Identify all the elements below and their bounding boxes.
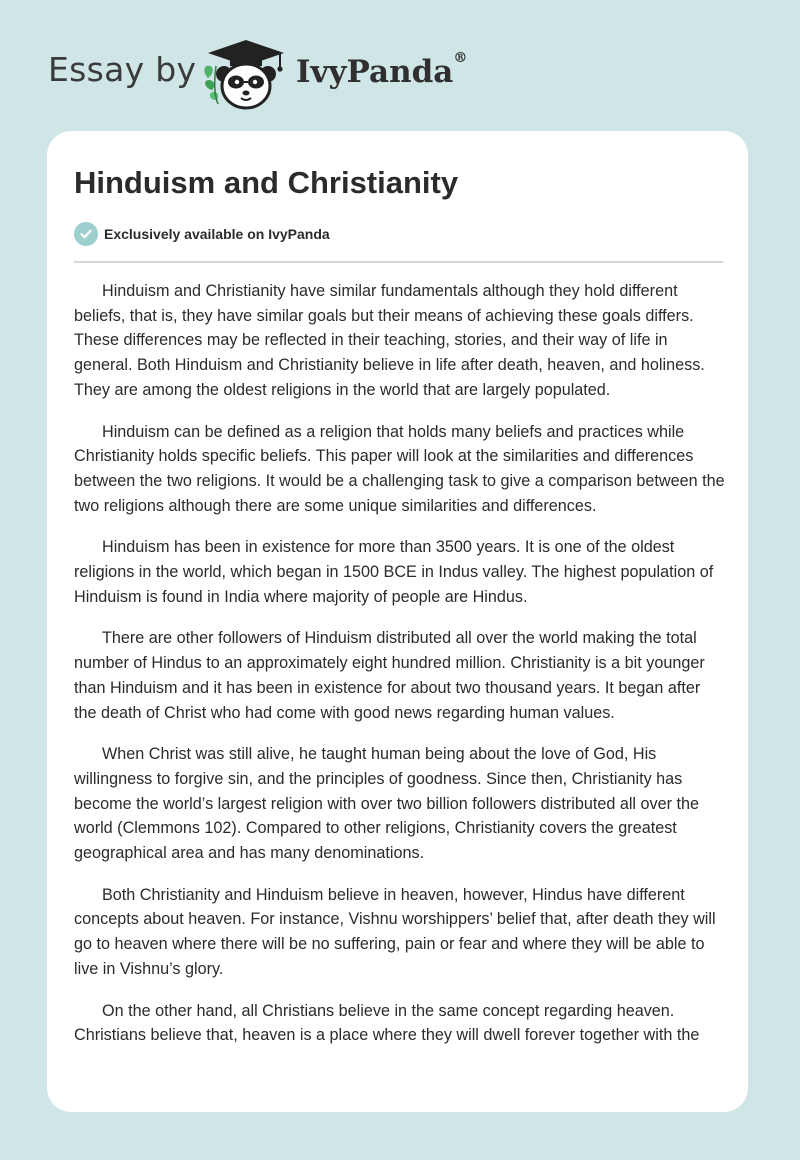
paragraph: Both Christianity and Hinduism believe in heaven, however, Hindus have different concepts about heaven. For instance, Vishnu worshippers’ belief that, after death they will go to heaven where there will be no suffering, pain or fear and where they will be able to live in Vishnu’s glory. [74, 885, 716, 978]
paragraph: When Christ was still alive, he taught human being about the love of God, His willingness to forgive sin, and the principles of goodness. Since then, Christianity has become the world’s largest religion with over two billion followers distributed all over the world (Clemmons 102). Compared to other religions, Christianity covers the greatest geographical area and has many denominations. [74, 745, 700, 863]
essay-body [74, 279, 726, 1065]
badge-label: Exclusively available on IvyPanda [104, 226, 330, 242]
paragraph: There are other followers of Hinduism distributed all over the world making the total number of Hindus to an approximately eight hundred million. Christianity is a bit younger than Hinduism and it has been in existence for about two thousand years. It began after the death of Christ who had come with good news regarding human values. [74, 629, 705, 722]
paragraph: Hinduism can be defined as a religion that holds many beliefs and practices while Christianity holds specific beliefs. This paper will look at the similarities and differences between the two religions. It would be a challenging task to give a comparison between the two religions although there are some unique similarities and differences. [74, 422, 725, 515]
paragraph: Hinduism has been in existence for more than 3500 years. It is one of the oldest religions in the world, which began in 1500 BCE in Indus valley. The highest population of Hinduism is found in India where majority of people are Hindus. [74, 538, 714, 606]
panda-graduate-icon [200, 36, 292, 112]
essay-by-label: Essay by [48, 50, 197, 89]
page-title: Hinduism and Christianity [74, 165, 459, 200]
brand-name-text: IvyPanda [296, 54, 454, 90]
essay-card [47, 131, 748, 1112]
divider [74, 261, 723, 263]
paragraph: On the other hand, all Christians believe in the same concept regarding heaven. Christians believe that, heaven is a place where they will dwell forever together with the [74, 1001, 700, 1045]
exclusive-badge [74, 222, 330, 246]
site-header [0, 0, 800, 130]
checkmark-icon [74, 222, 98, 246]
ivypanda-logo[interactable] [200, 36, 292, 112]
brand-name [296, 50, 468, 90]
registered-mark: ® [453, 50, 468, 66]
paragraph: Hinduism and Christianity have similar fundamentals although they hold different beliefs, that is, they have similar goals but their means of achieving these goals differs. These differences may be reflected in their teaching, stories, and their way of life in general. Both Hinduism and Christianity believe in life after death, heaven, and holiness. They are among the oldest religions in the world that are largely populated. [74, 282, 705, 399]
